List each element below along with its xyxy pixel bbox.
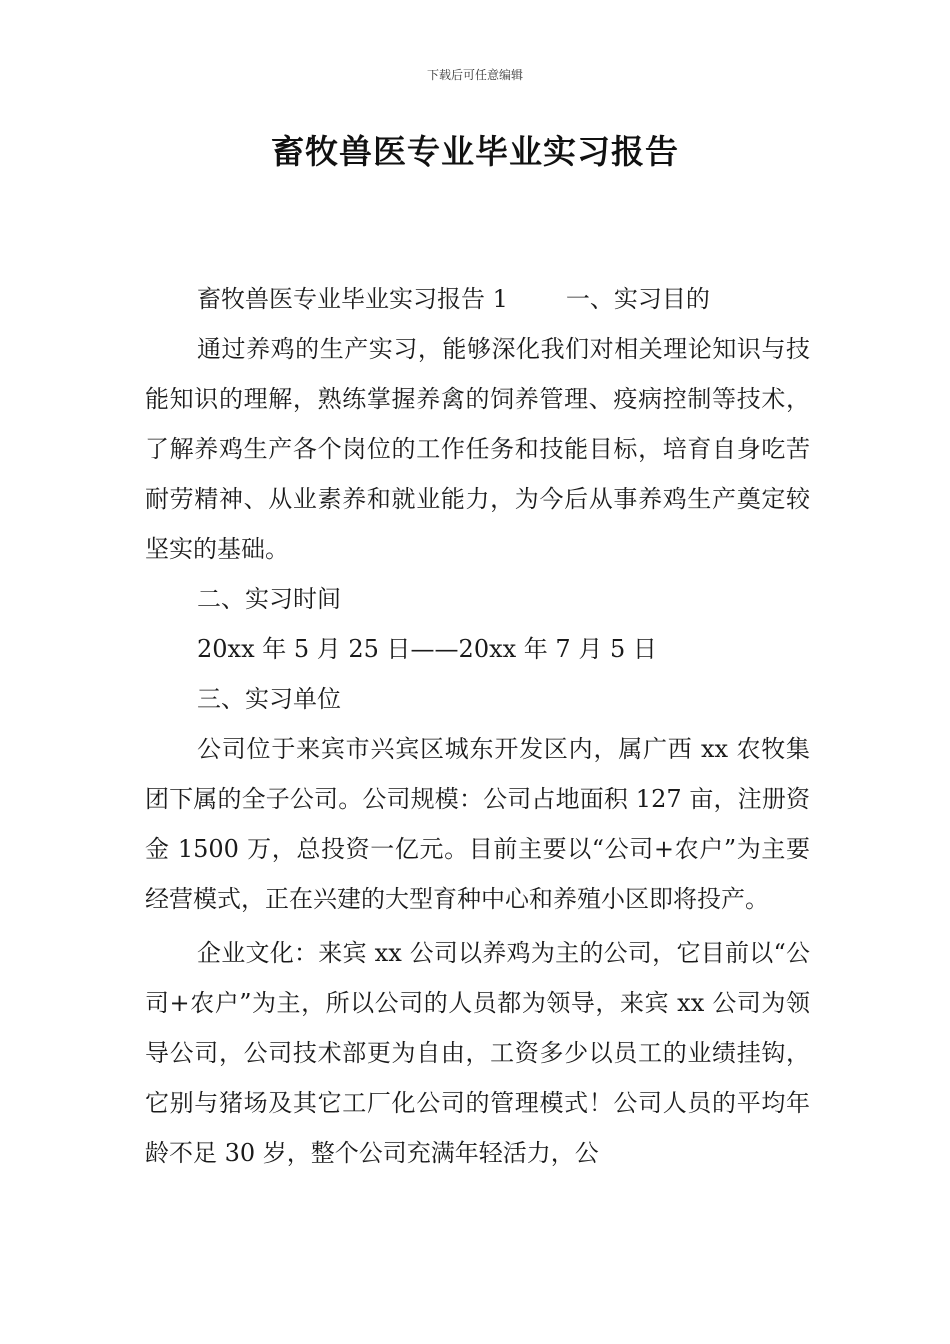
paragraph-company: 公司位于来宾市兴宾区城东开发区内，属广西 xx 农牧集团下属的全子公司。公司规模：公司占地面积 127 亩，注册资金 1500 万，总投资一亿元。目前主要以“公司+农户”为主要经营模式，正在兴建的大型育种中心和养殖小区即将投产。 — [145, 735, 810, 913]
paragraph-purpose: 通过养鸡的生产实习，能够深化我们对相关理论知识与技能知识的理解，熟练掌握养禽的饲养管理、疫病控制等技术，了解养鸡生产各个岗位的工作任务和技能目标，培育自身吃苦耐劳精神、从业素养和就业能力，为今后从事养鸡生产奠定较坚实的基础。 — [145, 335, 810, 563]
section-heading-time: 二、实习时间 — [197, 585, 341, 613]
report-name: 畜牧兽医专业毕业实习报告 1 — [197, 285, 508, 313]
paragraph-time: 20xx 年 5 月 25 日——20xx 年 7 月 5 日 — [197, 635, 657, 663]
document-body — [145, 274, 810, 1178]
page-header-note: 下载后可任意编辑 — [426, 68, 523, 82]
document-title: 畜牧兽医专业毕业实习报告 — [271, 132, 679, 171]
section-heading-purpose: 一、实习目的 — [565, 285, 710, 313]
first-line — [145, 274, 810, 324]
paragraph-culture: 企业文化：来宾 xx 公司以养鸡为主的公司，它目前以“公司+农户”为主，所以公司的人员都为领导，来宾 xx 公司为领导公司，公司技术部更为自由，工资多少以员工的业绩挂钩，它别与猪场及其它工厂化公司的管理模式！公司人员的平均年龄不足 30 岁，整个公司充满年轻活力，公 — [145, 939, 810, 1167]
section-heading-unit: 三、实习单位 — [197, 685, 341, 713]
